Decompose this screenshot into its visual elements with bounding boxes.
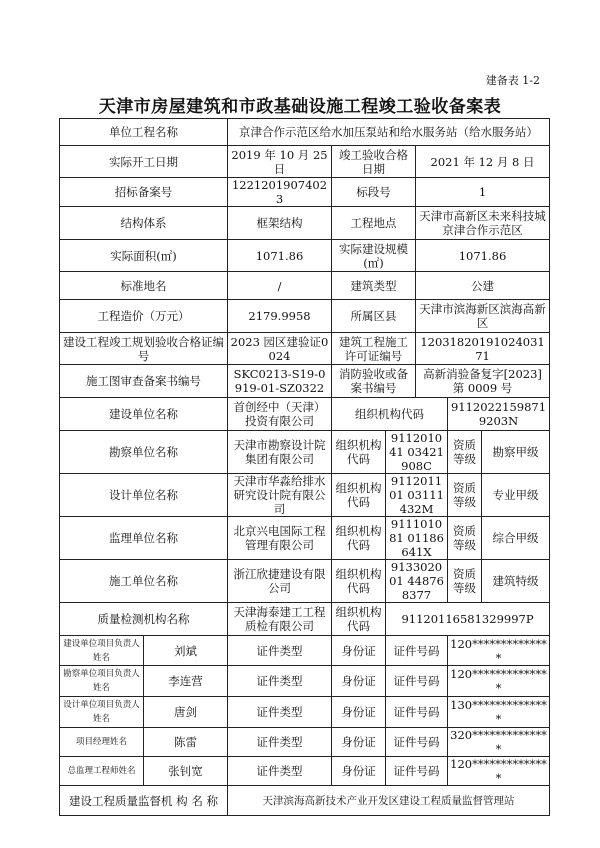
- cert-type-value: 身份证: [332, 757, 386, 786]
- org-code-label: 组织机构代码: [332, 603, 386, 636]
- org-code-value: 911201041 03421908C: [386, 431, 448, 474]
- cert-number-value: 120**************: [448, 666, 550, 697]
- qualification-value: 专业甲级: [482, 474, 550, 517]
- location-value: 天津市高新区未来科技城京津合作示范区: [416, 207, 550, 240]
- table-row: [60, 146, 550, 178]
- cert-type-label: 证件类型: [228, 728, 332, 757]
- supervision-label: 建设工程质量监督机 构 名 称: [60, 786, 228, 816]
- acceptance-record-table: [59, 118, 550, 816]
- cert-type-label: 证件类型: [228, 697, 332, 728]
- table-row: [60, 207, 550, 240]
- qualification-value: 勘察甲级: [482, 431, 550, 474]
- table-row: [60, 178, 550, 207]
- table-row: [60, 757, 550, 786]
- person-name: 李连营: [144, 666, 228, 697]
- table-row: [60, 636, 550, 666]
- section-value: 1: [416, 178, 550, 207]
- cert-number-value: 120**************: [448, 636, 550, 666]
- supervision-value: 天津滨海高新技术产业开发区建设工程质量监督管理站: [228, 786, 550, 816]
- builder-org-code-label: 组织机构代码: [332, 398, 448, 431]
- table-row: [60, 398, 550, 431]
- start-date-label: 实际开工日期: [60, 146, 228, 178]
- unit-name: 天津市华淼给排水研究设计院有限公司: [228, 474, 332, 517]
- org-code-label: 组织机构代码: [332, 560, 386, 603]
- landmark-value: /: [228, 272, 332, 300]
- table-row: [60, 119, 550, 146]
- unit-label: 施工单位名称: [60, 560, 228, 603]
- unit-name: 浙江欣捷建设有限公司: [228, 560, 332, 603]
- table-row: [60, 365, 550, 398]
- cert-type-value: 身份证: [332, 728, 386, 757]
- cost-label: 工程造价（万元）: [60, 300, 228, 333]
- builder-org-code-value: 91120221598719203N: [448, 398, 550, 431]
- planning-cert-value: 2023 园区建验证0024: [228, 333, 332, 365]
- scale-label: 实际建设规模(㎡): [332, 240, 416, 272]
- building-type-value: 公建: [416, 272, 550, 300]
- org-code-value: 911101081 01186641X: [386, 517, 448, 560]
- cost-value: 2179.9958: [228, 300, 332, 333]
- org-code-label: 组织机构代码: [332, 431, 386, 474]
- builder-value: 首创经中（天津）投资有限公司: [228, 398, 332, 431]
- area-value: 1071.86: [228, 240, 332, 272]
- cert-number-value: 130**************: [448, 697, 550, 728]
- start-date-value: 2019 年 10 月 25 日: [228, 146, 332, 178]
- cert-type-value: 身份证: [332, 666, 386, 697]
- cert-type-label: 证件类型: [228, 757, 332, 786]
- table-row: [60, 560, 550, 603]
- drawing-review-label: 施工图审查备案书编号: [60, 365, 228, 398]
- table-row: [60, 786, 550, 816]
- org-code-label: 组织机构代码: [332, 517, 386, 560]
- scale-value: 1071.86: [416, 240, 550, 272]
- cert-type-label: 证件类型: [228, 666, 332, 697]
- cert-number-label: 证件号码: [386, 697, 448, 728]
- building-type-label: 建筑类型: [332, 272, 416, 300]
- person-role: 设计单位项目负责人姓名: [60, 697, 144, 728]
- qualification-label: 资质等级: [448, 517, 482, 560]
- project-name-label: 单位工程名称: [60, 119, 228, 146]
- cert-number-label: 证件号码: [386, 728, 448, 757]
- cert-type-value: 身份证: [332, 697, 386, 728]
- planning-cert-label: 建设工程竣工规划验收合格证编号: [60, 333, 228, 365]
- project-name-value: 京津合作示范区给水加压泵站和给水服务站（给水服务站）: [228, 119, 550, 146]
- testing-name: 天津海泰建工工程质检有限公司: [228, 603, 332, 636]
- document-title: 天津市房屋建筑和市政基础设施工程竣工验收备案表: [98, 97, 502, 117]
- org-code-value: 913302001 448768377: [386, 560, 448, 603]
- section-label: 标段号: [332, 178, 416, 207]
- table-row: [60, 240, 550, 272]
- org-code-value: 911201101 03111432M: [386, 474, 448, 517]
- district-label: 所属区县: [332, 300, 416, 333]
- table-row: [60, 666, 550, 697]
- drawing-review-value: SKC0213-S19-0919-01-SZ0322: [228, 365, 332, 398]
- bid-record-label: 招标备案号: [60, 178, 228, 207]
- org-code-value: 91120116581329997P: [386, 603, 550, 636]
- testing-label: 质量检测机构名称: [60, 603, 228, 636]
- person-role: 项目经理姓名: [60, 728, 144, 757]
- district-value: 天津市滨海新区滨海高新区: [416, 300, 550, 333]
- unit-name: 北京兴电国际工程管理有限公司: [228, 517, 332, 560]
- person-role: 总监理工程师姓名: [60, 757, 144, 786]
- cert-number-label: 证件号码: [386, 636, 448, 666]
- table-row: [60, 603, 550, 636]
- table-row: [60, 300, 550, 333]
- qualification-label: 资质等级: [448, 560, 482, 603]
- structure-value: 框架结构: [228, 207, 332, 240]
- person-role: 勘察单位项目负责人姓名: [60, 666, 144, 697]
- qualification-value: 综合甲级: [482, 517, 550, 560]
- area-label: 实际面积(㎡): [60, 240, 228, 272]
- person-role: 建设单位项目负责人姓名: [60, 636, 144, 666]
- unit-label: 勘察单位名称: [60, 431, 228, 474]
- landmark-label: 标准地名: [60, 272, 228, 300]
- table-row: [60, 728, 550, 757]
- person-name: 唐剑: [144, 697, 228, 728]
- cert-type-label: 证件类型: [228, 636, 332, 666]
- location-label: 工程地点: [332, 207, 416, 240]
- fire-acceptance-value: 高新消验备复字[2023]第 0009 号: [416, 365, 550, 398]
- construction-permit-label: 建筑工程施工许可证编号: [332, 333, 416, 365]
- builder-label: 建设单位名称: [60, 398, 228, 431]
- fire-acceptance-label: 消防验收或备案书编号: [332, 365, 416, 398]
- table-row: [60, 697, 550, 728]
- acceptance-date-label: 竣工验收合格日期: [332, 146, 416, 178]
- table-row: [60, 474, 550, 517]
- cert-number-label: 证件号码: [386, 666, 448, 697]
- qualification-value: 建筑特级: [482, 560, 550, 603]
- person-name: 刘斌: [144, 636, 228, 666]
- qualification-label: 资质等级: [448, 474, 482, 517]
- unit-name: 天津市勘察设计院集团有限公司: [228, 431, 332, 474]
- table-row: [60, 272, 550, 300]
- table-row: [60, 431, 550, 474]
- structure-label: 结构体系: [60, 207, 228, 240]
- cert-number-value: 320**************: [448, 728, 550, 757]
- acceptance-date-value: 2021 年 12 月 8 日: [416, 146, 550, 178]
- table-row: [60, 333, 550, 365]
- bid-record-value: 12212019074023: [228, 178, 332, 207]
- org-code-label: 组织机构代码: [332, 474, 386, 517]
- unit-label: 设计单位名称: [60, 474, 228, 517]
- form-code: 建备表 1-2: [485, 74, 540, 87]
- person-name: 张钊宽: [144, 757, 228, 786]
- cert-number-label: 证件号码: [386, 757, 448, 786]
- unit-label: 监理单位名称: [60, 517, 228, 560]
- person-name: 陈雷: [144, 728, 228, 757]
- qualification-label: 资质等级: [448, 431, 482, 474]
- cert-number-value: 120**************: [448, 757, 550, 786]
- cert-type-value: 身份证: [332, 636, 386, 666]
- construction-permit-value: 12031820191024031 71: [416, 333, 550, 365]
- table-row: [60, 517, 550, 560]
